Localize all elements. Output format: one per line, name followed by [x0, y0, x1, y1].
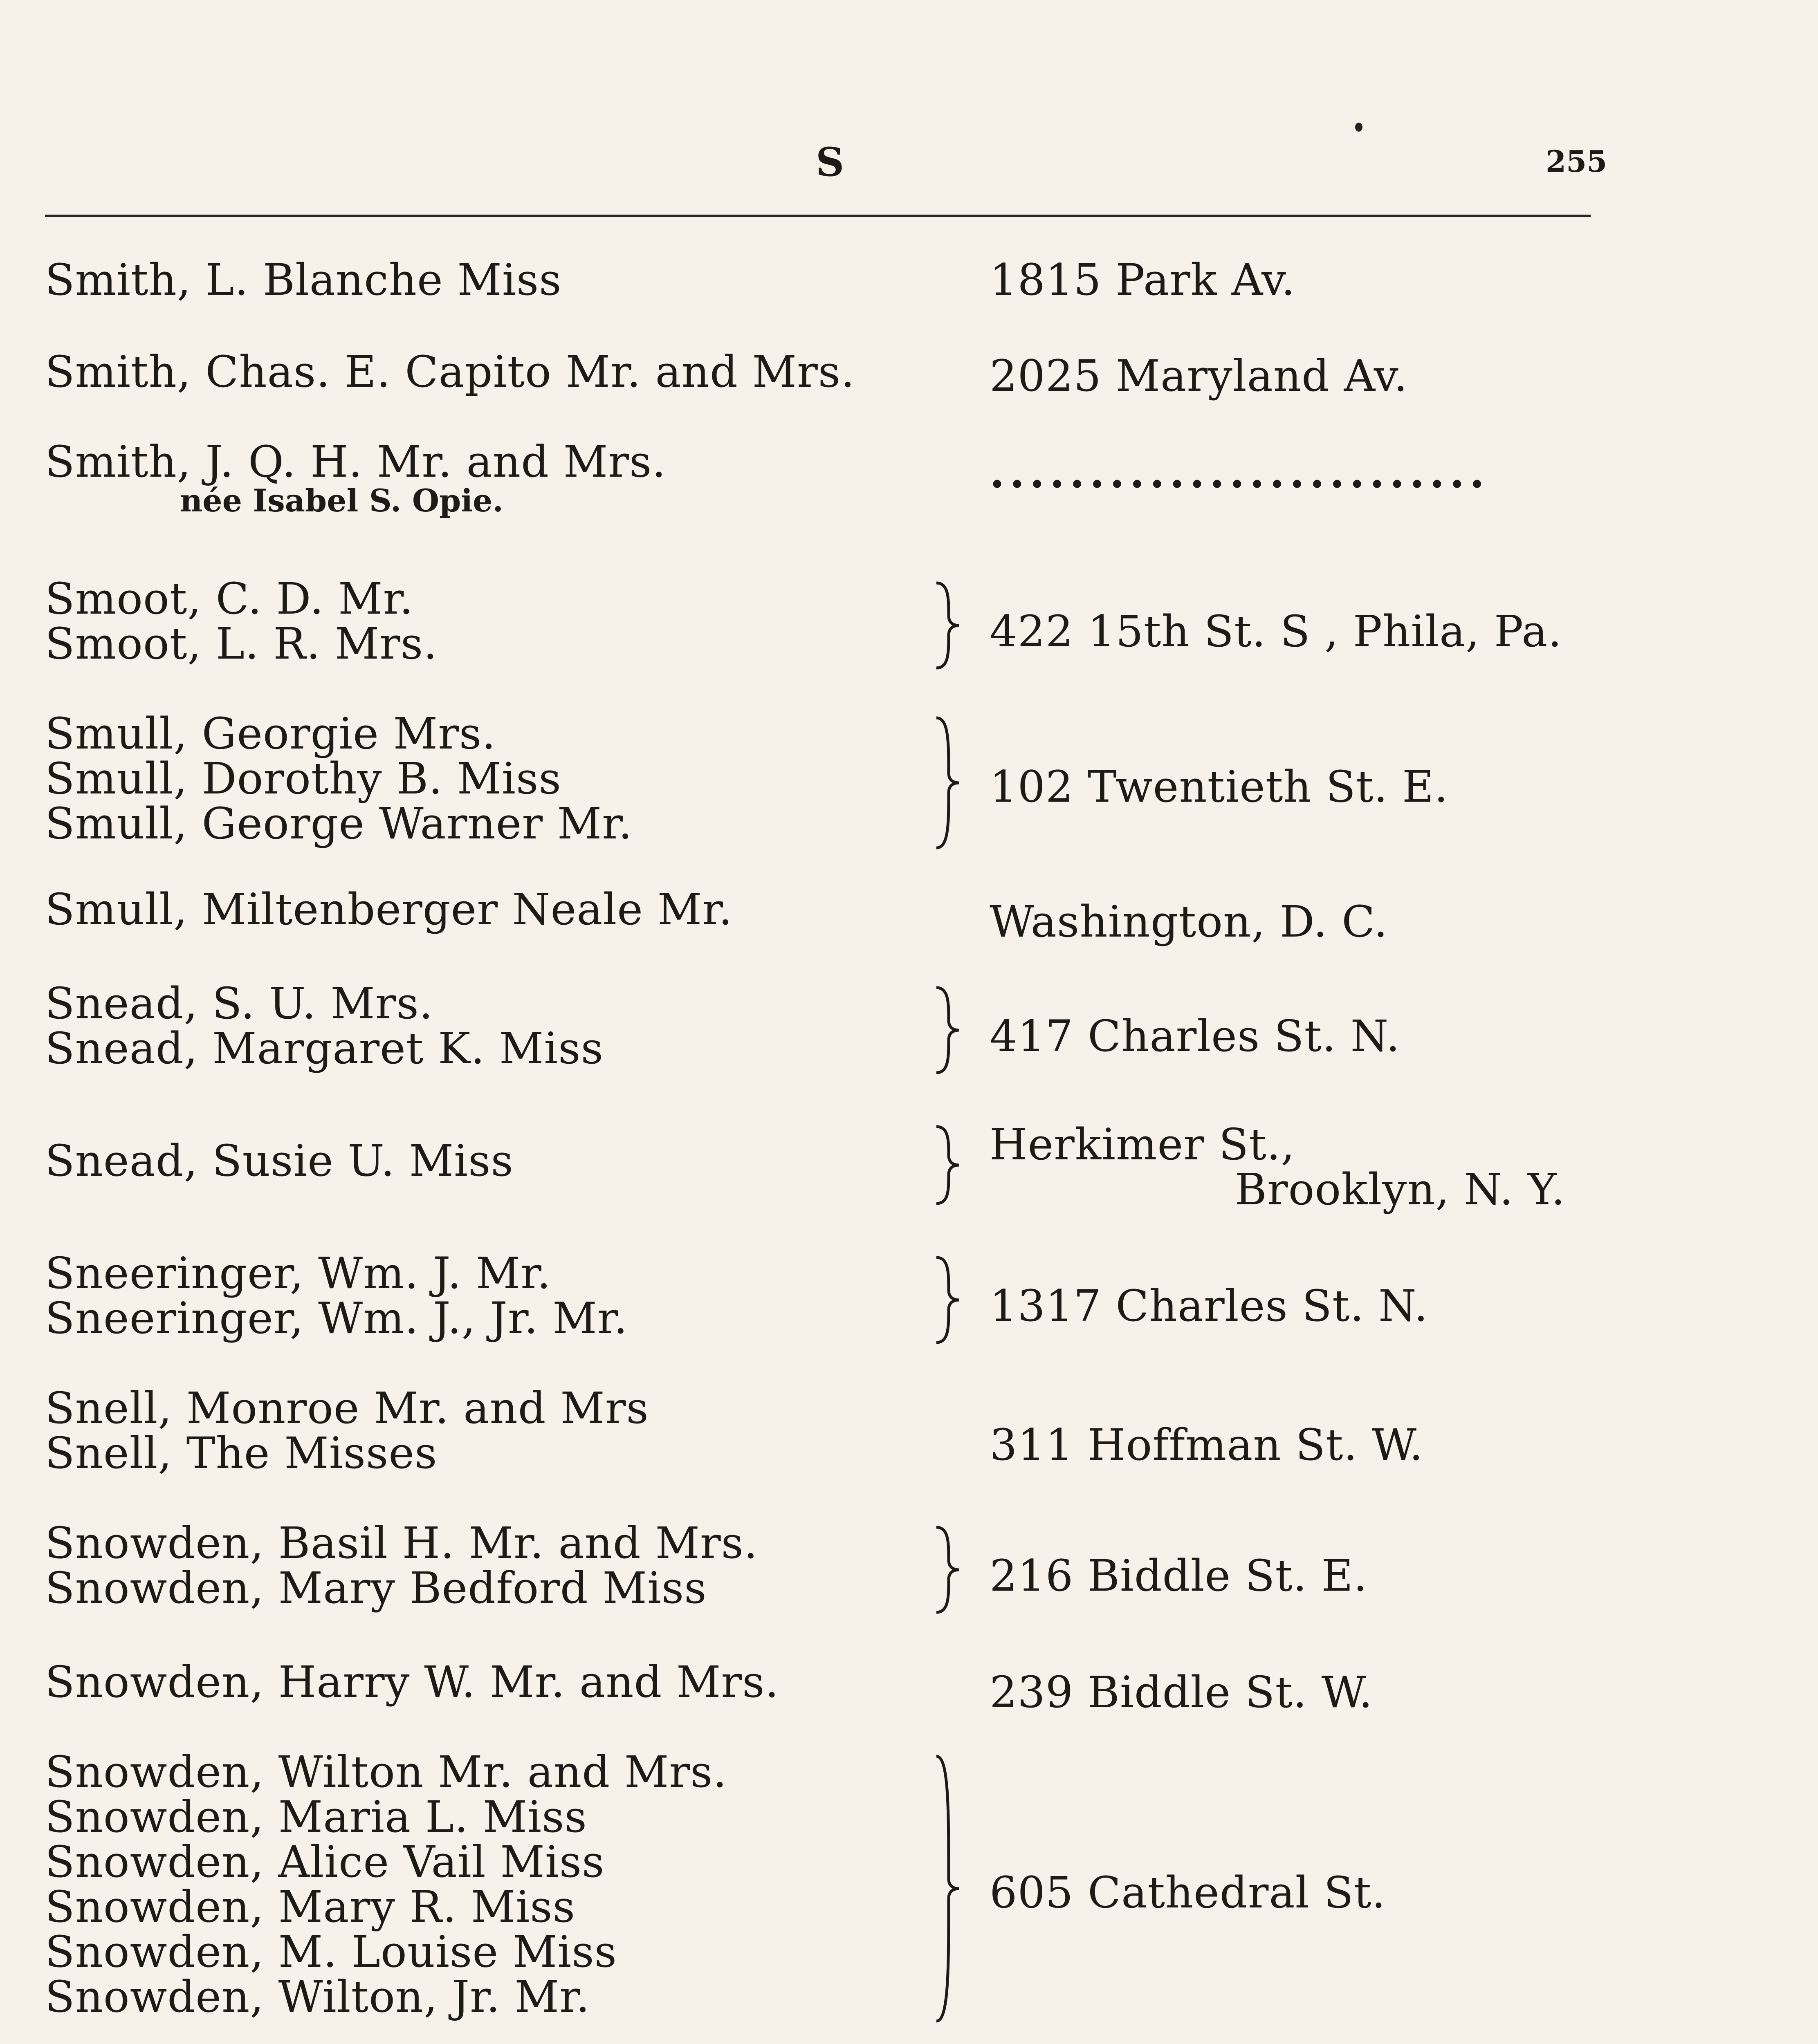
maiden-name-note: née Isabel S. Opie.	[180, 482, 503, 519]
entry-name: Sneeringer, Wm. J., Jr. Mr.	[45, 1293, 628, 1343]
entry-names	[45, 574, 924, 669]
entry-address	[990, 255, 1296, 305]
entry-name: Snowden, Alice Vail Miss	[45, 1837, 605, 1887]
entry-name: Snowden, Harry W. Mr. and Mrs.	[45, 1657, 779, 1707]
address-line: 216 Biddle St. E.	[990, 1551, 1368, 1601]
entry-name: Snowden, Wilton, Jr. Mr.	[45, 1972, 590, 2022]
entry-address	[990, 1011, 1401, 1061]
entry-name: Snowden, M. Louise Miss	[45, 1927, 617, 1977]
brace-icon	[928, 715, 965, 850]
entry-name: Snead, Susie U. Miss	[45, 1136, 514, 1186]
page-number: 255	[1546, 144, 1607, 179]
entry-name: Smull, Miltenberger Neale Mr.	[45, 884, 733, 935]
entry-address	[990, 896, 1388, 947]
entry-names	[45, 1747, 924, 2022]
entry-name: Smith, J. Q. H. Mr. and Mrs.	[45, 437, 667, 487]
entry-name: Sneeringer, Wm. J. Mr.	[45, 1248, 551, 1298]
entry-name: Snead, Margaret K. Miss	[45, 1023, 604, 1074]
entry-names	[45, 1248, 924, 1343]
entry-address	[990, 1667, 1373, 1717]
address-line: 239 Biddle St. W.	[990, 1667, 1373, 1717]
entry-names	[45, 1518, 924, 1613]
address-line: 1815 Park Av.	[990, 255, 1296, 305]
address-line: 2025 Maryland Av.	[990, 351, 1408, 401]
entry-address	[990, 606, 1562, 657]
brace-icon	[928, 985, 965, 1075]
entry-address	[990, 1281, 1428, 1331]
brace-icon	[928, 1525, 965, 1615]
entry-name: Smull, George Warner Mr.	[45, 798, 633, 849]
entry-name: Smith, Chas. E. Capito Mr. and Mrs.	[45, 347, 855, 397]
entry-address	[990, 762, 1449, 812]
entry-address	[990, 1119, 1566, 1215]
entry-name: Smoot, C. D. Mr.	[45, 574, 414, 624]
entry-names	[45, 1657, 924, 1707]
address-line: .........................	[990, 446, 1490, 498]
entry-names	[45, 255, 924, 305]
entry-names	[45, 708, 924, 849]
entry-address	[990, 351, 1408, 401]
address-line-2: Brooklyn, N. Y.	[1235, 1164, 1566, 1215]
entry-names	[45, 978, 924, 1074]
entry-name: Snead, S. U. Mrs.	[45, 978, 433, 1029]
entry-names	[45, 439, 924, 517]
entry-name: Snowden, Wilton Mr. and Mrs.	[45, 1747, 727, 1797]
brace-icon	[928, 1255, 965, 1345]
entry-name: Snowden, Mary Bedford Miss	[45, 1563, 707, 1613]
entry-names	[45, 1383, 924, 1478]
address-line: 102 Twentieth St. E.	[990, 762, 1449, 812]
entry-address	[990, 446, 1490, 498]
entry-name: Snell, Monroe Mr. and Mrs	[45, 1383, 649, 1433]
entry-name: Smith, L. Blanche Miss	[45, 255, 562, 305]
entry-name: Snowden, Mary R. Miss	[45, 1882, 576, 1932]
brace-icon	[928, 1124, 965, 1206]
entry-name: Snowden, Basil H. Mr. and Mrs.	[45, 1518, 758, 1568]
entry-name: Smoot, L. R. Mrs.	[45, 619, 438, 669]
address-line: 417 Charles St. N.	[990, 1011, 1401, 1061]
address-line: 422 15th St. S , Phila, Pa.	[990, 606, 1562, 657]
entry-address	[990, 1420, 1424, 1470]
address-line: 605 Cathedral St.	[990, 1867, 1386, 1918]
entry-address	[990, 1551, 1368, 1601]
address-line: 311 Hoffman St. W.	[990, 1420, 1424, 1470]
entry-address	[990, 1867, 1386, 1918]
address-line: 1317 Charles St. N.	[990, 1281, 1428, 1331]
entry-names	[45, 1136, 924, 1186]
address-line: Washington, D. C.	[990, 896, 1388, 947]
entry-name: Snowden, Maria L. Miss	[45, 1792, 587, 1842]
brace-icon	[928, 580, 965, 670]
entry-name: Smull, Georgie Mrs.	[45, 708, 496, 759]
brace-icon	[928, 1754, 965, 2024]
section-letter: S	[816, 139, 845, 185]
entry-names	[45, 884, 924, 935]
entry-name: Smull, Dorothy B. Miss	[45, 753, 561, 804]
entry-name: Snell, The Misses	[45, 1428, 438, 1478]
address-line: Herkimer St.,	[990, 1119, 1295, 1170]
entry-names	[45, 347, 924, 397]
